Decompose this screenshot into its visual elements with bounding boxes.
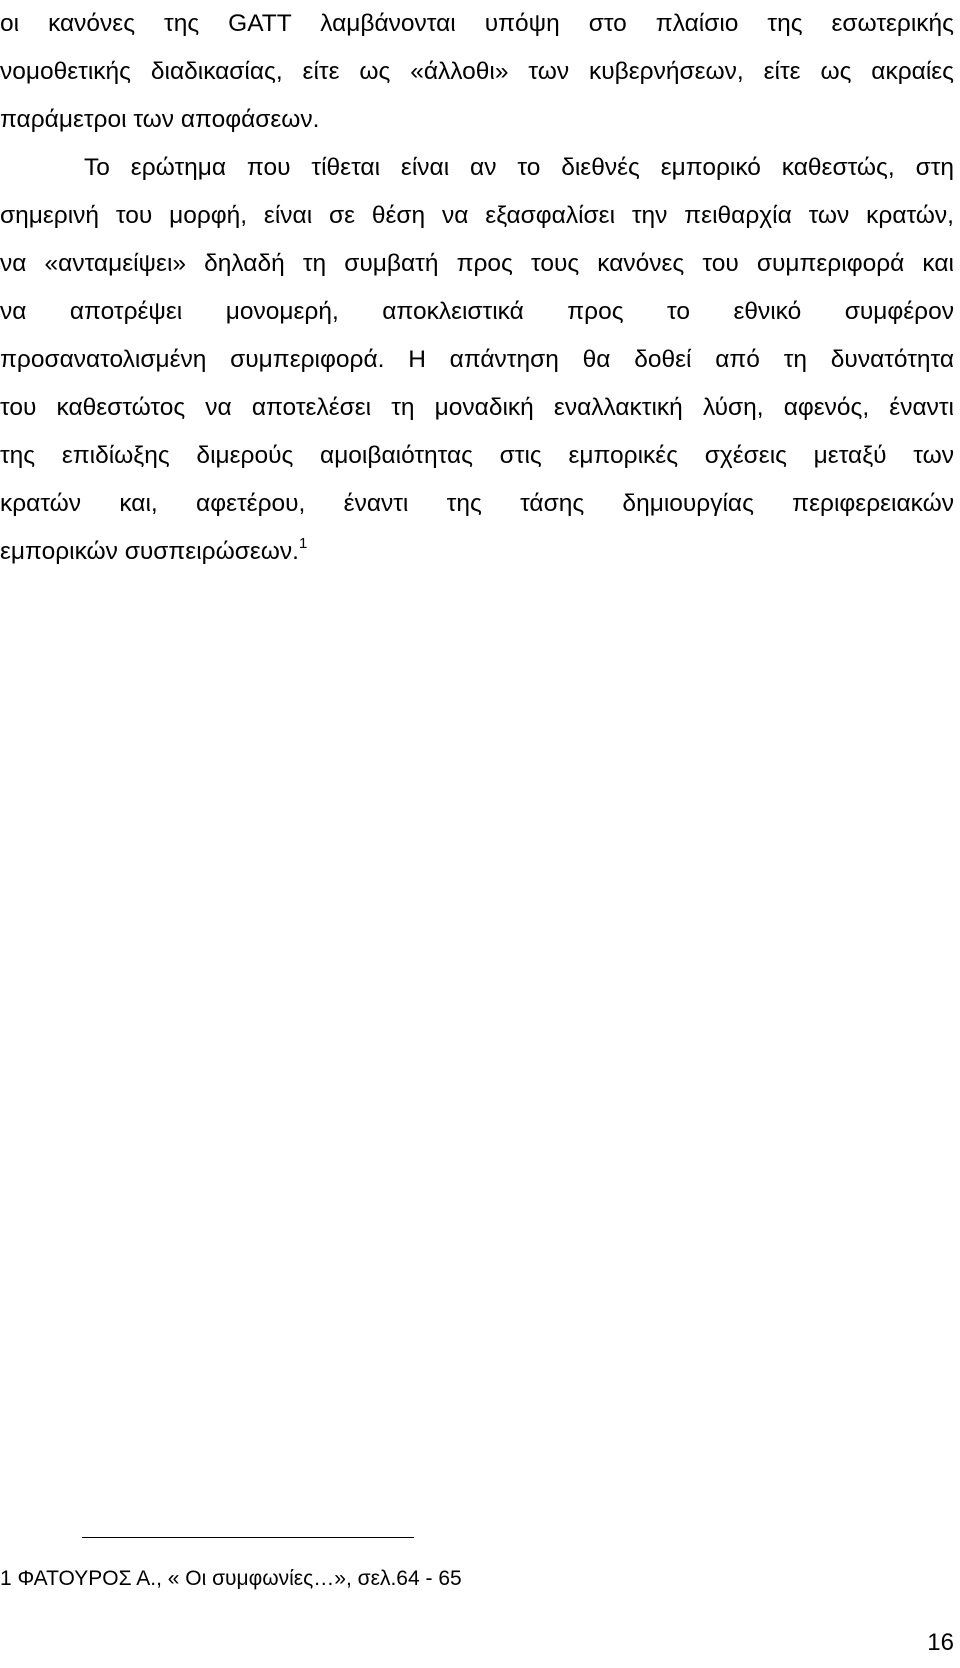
footnote: 1 ΦΑΤΟΥΡΟΣ Α., « Οι συμφωνίες…», σελ.64 - 65 bbox=[0, 1567, 462, 1590]
text-line: να «ανταμείψει» δηλαδή τη συμβατή προς τους κανόνες του συμπεριφορά και bbox=[0, 250, 954, 277]
text-line: προσανατολισμένη συμπεριφορά. Η απάντηση θα δοθεί από τη δυνατότητα bbox=[0, 346, 954, 373]
text-line: παράμετροι των αποφάσεων. bbox=[0, 106, 320, 133]
text-line: οι κανόνες της GATT λαμβάνονται υπόψη στο πλαίσιο της εσωτερικής bbox=[0, 10, 954, 37]
text-line: Το ερώτημα που τίθεται είναι αν το διεθνές εμπορικό καθεστώς, στη bbox=[84, 154, 954, 181]
page-number: 16 bbox=[927, 1629, 954, 1656]
text-line: σημερινή του μορφή, είναι σε θέση να εξασφαλίσει την πειθαρχία των κρατών, bbox=[0, 202, 954, 229]
text-line: νομοθετικής διαδικασίας, είτε ως «άλλοθι» των κυβερνήσεων, είτε ως ακραίες bbox=[0, 58, 954, 85]
footnote-separator bbox=[82, 1537, 414, 1538]
text-line-final bbox=[0, 528, 954, 576]
text-line: κρατών και, αφετέρου, έναντι της τάσης δημιουργίας περιφερειακών bbox=[0, 490, 954, 517]
body-text bbox=[0, 0, 954, 576]
text-line-final-content: εμπορικών συσπειρώσεων. bbox=[0, 538, 299, 565]
text-line: της επιδίωξης διμερούς αμοιβαιότητας στις εμπορικές σχέσεις μεταξύ των bbox=[0, 442, 954, 469]
footnote-reference[interactable]: 1 bbox=[298, 534, 308, 552]
text-line: να αποτρέψει μονομερή, αποκλειστικά προς το εθνικό συμφέρον bbox=[0, 298, 954, 325]
text-line: του καθεστώτος να αποτελέσει τη μοναδική εναλλακτική λύση, αφενός, έναντι bbox=[0, 394, 954, 421]
